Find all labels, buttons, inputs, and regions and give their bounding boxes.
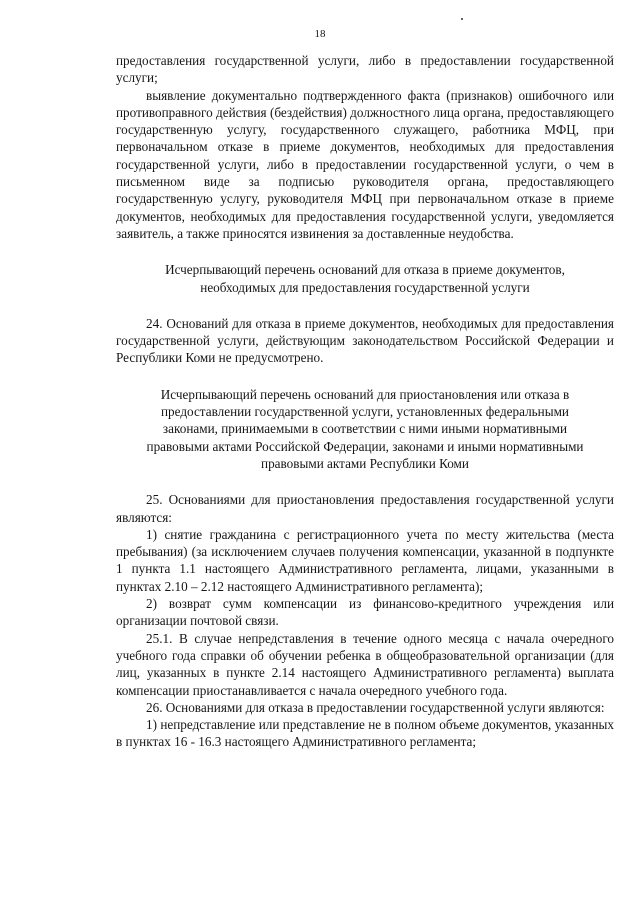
page-number: 18 bbox=[314, 28, 326, 40]
paragraph-24: 24. Оснований для отказа в приеме документов, необходимых для предоставления государственной услуги, действующим законодательством Российской Федерации и Республики Коми не предусмотрено. bbox=[116, 315, 614, 366]
heading-refusal-to-accept-documents: Исчерпывающий перечень оснований для отказа в приеме документов, необходимых для предоставления государственной услуги bbox=[165, 262, 565, 295]
paragraph-26: 26. Основаниями для отказа в предоставлении государственной услуги являются: bbox=[146, 699, 605, 715]
paragraph-25-1: 25.1. В случае непредставления в течение одного месяца с начала очередного учебного года справки об обучении ребенка в общеобразовательной организации (для лиц, указанных в пункте 2.14 настоящего Административного регламента) выплата компенсации приостанавливается с начала очередного учебного года. bbox=[116, 630, 614, 698]
paragraph-continuation: предоставления государственной услуги, либо в предоставлении государственной услуги; bbox=[116, 53, 614, 86]
paragraph-25-item-1: 1) снятие гражданина с регистрационного учета по месту жительства (места пребывания) (за исключением случаев получения компенсации, указанной в подпункте 1 пункта 1.1 настоящего Административного регламента, лицами, указанными в пунктах 2.10 – 2.12 настоящего Административного регламента); bbox=[116, 526, 614, 594]
paragraph-25: 25. Основаниями для приостановления предоставления государственной услуги являются: bbox=[116, 492, 614, 525]
paragraph-error-detection: выявление документально подтвержденного факта (признаков) ошибочного или противоправного действия (бездействия) должностного лица органа, предоставляющего государственную услугу, государственного служащего, работника МФЦ, при первоначальном отказе в приеме документов, необходимых для предоставления государственной услуги, либо в предоставлении государственной услуги, о чем в письменном виде за подписью руководителя органа, предоставляющего государственную услугу, руководителя МФЦ при первоначальном отказе в приеме документов, необходимых для предоставления государственной услуги, уведомляется заявитель, а также приносятся извинения за доставленные неудобства. bbox=[116, 87, 614, 241]
spacer bbox=[116, 367, 614, 386]
heading-suspension-or-refusal: Исчерпывающий перечень оснований для приостановления или отказа в предоставлении государственной услуги, установленных федеральными законами, принимаемыми в соответствии с ними иными нормативными правовыми актами Российской Федерации, законами и иными нормативными правовыми актами Республики Коми bbox=[146, 386, 584, 471]
spacer bbox=[116, 242, 614, 261]
paragraph-25-item-2: 2) возврат сумм компенсации из финансово-кредитного учреждения или организации почтовой связи. bbox=[116, 596, 614, 629]
spacer bbox=[116, 472, 614, 491]
scan-speck bbox=[461, 18, 463, 20]
document-body bbox=[116, 52, 614, 751]
spacer bbox=[116, 296, 614, 315]
paragraph-26-item-1: 1) непредставление или представление не в полном объеме документов, указанных в пунктах 16 - 16.3 настоящего Административного регламента; bbox=[116, 717, 614, 750]
